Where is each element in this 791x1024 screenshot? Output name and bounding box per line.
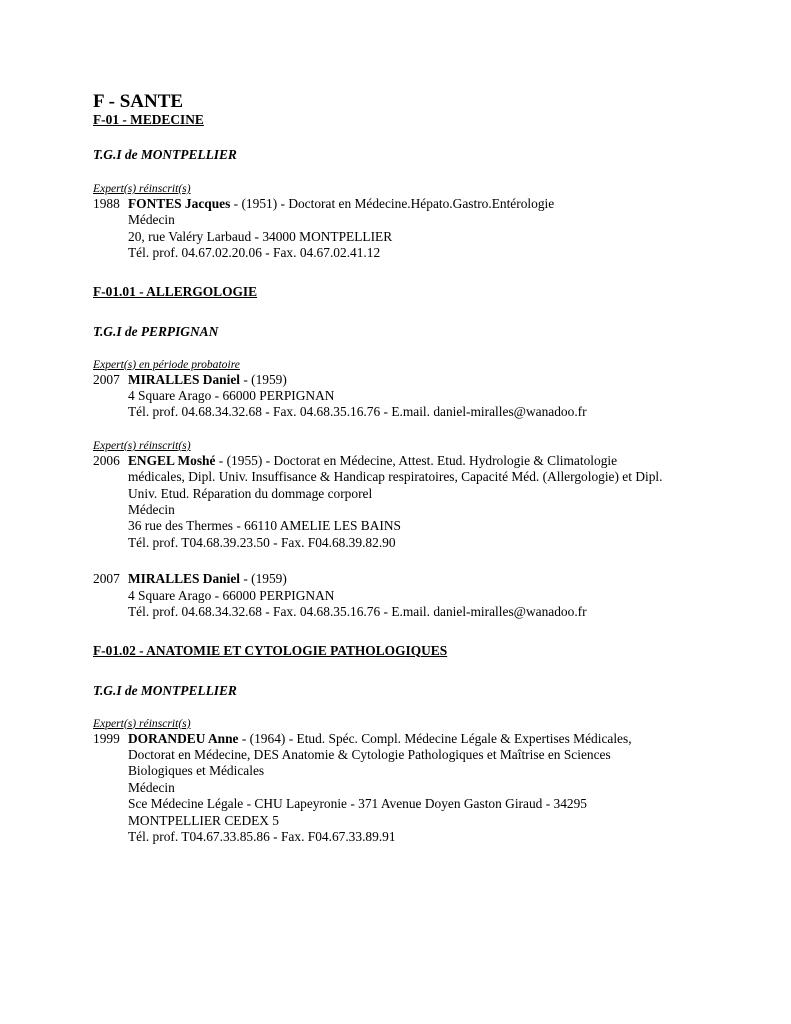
entry-body: [128, 196, 733, 262]
expert-entry: [93, 731, 733, 846]
expert-name: MIRALLES Daniel: [128, 571, 240, 587]
entry-line: Tél. prof. T04.68.39.23.50 - Fax. F04.68.39.82.90: [128, 534, 396, 550]
expert-name: DORANDEU Anne: [128, 730, 239, 746]
entry-year: 1999: [93, 730, 120, 746]
expert-entry: [93, 571, 733, 620]
entry-line: 4 Square Arago - 66000 PERPIGNAN: [128, 587, 335, 603]
court-heading: T.G.I de MONTPELLIER: [93, 682, 237, 698]
expert-detail: - (1959): [239, 371, 287, 387]
entry-line: Tél. prof. 04.68.34.32.68 - Fax. 04.68.35.16.76 - E.mail. daniel-miralles@wanadoo.fr: [128, 404, 587, 420]
entry-line: Tél. prof. 04.68.34.32.68 - Fax. 04.68.35.16.76 - E.mail. daniel-miralles@wanadoo.fr: [128, 604, 587, 620]
entry-line: 4 Square Arago - 66000 PERPIGNAN: [128, 388, 335, 404]
page-title: F - SANTE: [93, 91, 184, 112]
expert-detail: - (1955) - Doctorat en Médecine, Attest. Etud. Hydrologie & Climatologie: [215, 452, 618, 468]
entry-line: Médecin: [128, 502, 175, 518]
entry-year: 2007: [93, 371, 120, 387]
entry-line: Tél. prof. T04.67.33.85.86 - Fax. F04.67.33.89.91: [128, 828, 396, 844]
court-heading: T.G.I de PERPIGNAN: [93, 323, 219, 339]
expert-detail: - (1964) - Etud. Spéc. Compl. Médecine Légale & Expertises Médicales,: [238, 730, 632, 746]
entry-line: Médecin: [128, 779, 175, 795]
expert-entry: [93, 453, 733, 551]
expert-entry: [93, 196, 733, 262]
entry-line: 36 rue des Thermes - 66110 AMELIE LES BAINS: [128, 518, 401, 534]
entry-line: Biologiques et Médicales: [128, 763, 265, 779]
entry-line: Doctorat en Médecine, DES Anatomie & Cytologie Pathologiques et Maîtrise en Sciences: [128, 746, 611, 762]
entry-body: [128, 571, 733, 620]
entry-year: 1988: [93, 196, 120, 211]
entry-line: Tél. prof. 04.67.02.20.06 - Fax. 04.67.02.41.12: [128, 245, 381, 261]
expert-name: FONTES Jacques: [128, 196, 231, 211]
entry-line: 20, rue Valéry Larbaud - 34000 MONTPELLIER: [128, 228, 393, 244]
entry-line: médicales, Dipl. Univ. Insuffisance & Handicap respiratoires, Capacité Méd. (Allergologie) et Dipl.: [128, 469, 663, 485]
entry-year: 2007: [93, 571, 120, 587]
expert-status-label: Expert(s) réinscrit(s): [93, 716, 191, 730]
document-page: [93, 92, 733, 845]
entry-body: [128, 372, 733, 421]
entry-body: [128, 731, 733, 846]
expert-entry: [93, 372, 733, 421]
section-heading: F-01 - MEDECINE: [93, 112, 204, 127]
section-heading: F-01.02 - ANATOMIE ET CYTOLOGIE PATHOLOGIQUES: [93, 642, 448, 658]
expert-status-label: Expert(s) en période probatoire: [93, 357, 240, 371]
expert-detail: - (1951) - Doctorat en Médecine.Hépato.Gastro.Entérologie: [230, 196, 555, 211]
entry-line: MONTPELLIER CEDEX 5: [128, 812, 280, 828]
entry-line: Médecin: [128, 212, 175, 228]
entry-line: Univ. Etud. Réparation du dommage corporel: [128, 485, 373, 501]
expert-name: ENGEL Moshé: [128, 452, 216, 468]
expert-name: MIRALLES Daniel: [128, 371, 240, 387]
entry-body: [128, 453, 733, 551]
entry-line: Sce Médecine Légale - CHU Lapeyronie - 371 Avenue Doyen Gaston Giraud - 34295: [128, 796, 587, 812]
entry-year: 2006: [93, 452, 120, 468]
court-heading: T.G.I de MONTPELLIER: [93, 147, 237, 162]
section-heading: F-01.01 - ALLERGOLOGIE: [93, 283, 258, 299]
expert-status-label: Expert(s) réinscrit(s): [93, 182, 191, 195]
expert-detail: - (1959): [239, 571, 287, 587]
expert-status-label: Expert(s) réinscrit(s): [93, 438, 191, 452]
